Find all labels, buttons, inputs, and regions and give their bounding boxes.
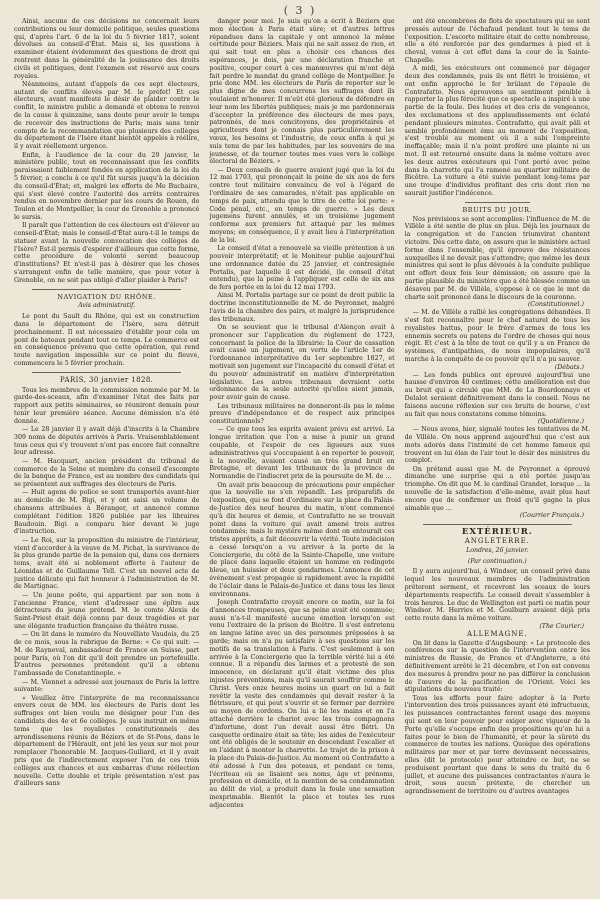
paragraph: — Deux conseils de guerre avaient jugé que la loi du 12 mai 1793, qui prononçait la peine de six ans de fers contre tout militaire convaincu de vol à l'égard de l'ordinaire de ses camarades, n'était pas applicable en temps de paix, attendu que le titre de cette loi porte: « Code pénal, etc., en temps de guerre. » Les deux jugemens furent annulés, et un troisième jugement conforme aux premiers fut attaqué par les mêmes moyens; en conséquence, il y avait lieu à l'interprétation de la loi.: [209, 166, 395, 244]
paragraph: On lit dans la Gazette d'Augsbourg: « Le protocole des conférences sur la question de l'intervention entre les ministres de Russie, de France et d'Angleterre, a été définitivement arrêté le 21 décembre, et l'on est convenu des mesures à prendre pour ne pas différer la conclusion de l'œuvre de la pacification de l'Orient. Voici les stipulations du nouveau traité:: [404, 639, 590, 694]
paragraph: Tous les membres de la commission nommée par M. le garde-des-sceaux, afin d'examiner l'état des faits par rapport aux petits séminaires, se réuniront demain pour tenir leur première séance. Aucune démission n'a été donnée.: [14, 386, 200, 425]
paragraph: — On lit dans le numéro du Nouvelliste Vaudois, du 25 de ce mois, sous la rubrique de Berne: « Ce qui suit: — M. de Rayneval, ambassadeur de France en Suisse, part pour Paris, où l'on dit qu'il doit prendre un portefeuille. D'autres personnes prétendent qu'il a obtenu l'ambassade de Constantinople. »: [14, 631, 200, 678]
source-citation: (Quotidienne.): [537, 418, 584, 426]
section-divider: [423, 524, 572, 525]
paragraph: On prétend aussi que M. de Peyronnet a éprouvé dimanche une surprise qui a été portée jusqu'au triomphe. On dit que M. le cardinal Grandet, lorsque ... la nouvelle de la satisfaction d'elle-même, avait plus haut encore que de confirmer un froid qu'il gagne la plus aimable que ...: [404, 465, 590, 512]
section-divider: [32, 289, 181, 290]
paragraph: — Huit agens de police se sont transportés avant-hier au domicile de M. Bigi, et y ont saisi un volume de chansons attribuées à Béranger, et annoncé comme complétant l'édition 1826 publiée par les libraires Baudouin. Bigi a comparu hier devant le juge d'instruction.: [14, 489, 200, 536]
paragraph: danger pour moi. Je suis qu'on a écrit à Béziers que mon élection à Paris était sûre; et d'autres lettres répandues dans la capitale y ont annoncé la même certitude pour Béziers. Mais qui ne sait assez de rien, et qui sait tout en plus a choisir ces chances des espérances, je dois, par une déclaration franche et positive, couper court à ces manœuvres qui m'ont déjà fait perdre le mandat du grand collège de Montpellier. Je prie donc MM. les électeurs de Paris de reporter sur le plus digne de mes concurrens les suffrages dont ils voulaient m'honorer. Il m'eût été glorieux de défendre en leur nom les libertés publiques; mais je me pardonnerais d'accepter la préférence des électeurs de mes pays, patronnés, de mes concitoyens, des propriétaires et agriculteurs dont je connais plus particulièrement les vœux, les besoins et l'industrie, de ceux enfin à qui je suis tenu de par les habitudes, par les souvenirs de ma jeunesse, et de tourner toutes mes vues vers le collège électoral de Béziers. »: [209, 18, 395, 166]
paragraph: — Le Roi, sur la proposition du ministre de l'intérieur, vient d'accorder à la veuve de M. Pichat, la survivance de la plus grande partie de la pension qui, dans ces derniers tems, avait été si noblement offerte à l'auteur de Léonidas et de Guillaume Tell. C'est un nouvel acte de justice délicate qui fait honneur à l'administration de M. de Martignac.: [14, 536, 200, 591]
paragraph: Nos prévisions se sont accomplies: l'influence de M. de Villèle a été sentie de plus en plus. Déjà les journaux de la congrégation et de l'ancien triumvirat chantent victoire. Dès cette date, on assure que le ministère actuel forme dans l'ensemble, qu'il éprouve des résistances auxquelles il ne devait pas s'attendre; que même les deux ministres qui sont le plus dévoués à la conduite publique ont offert deux fois leur démission; on assure que la partie plausible du ministère que a été blessée comme un désaveu par M. de Villèle, s'oppose à ce que le mot de charte soit prononcé dans le discours de la couronne.: [404, 215, 590, 301]
dateline: PARIS, 30 janvier 1828.: [60, 375, 154, 384]
source-citation: (Constitutionnel.): [527, 301, 584, 309]
column-2: [209, 18, 394, 893]
paragraph: — Ce que tous les esprits avaient prévu est arrivé. La longue irritation que l'on a mise à punir un grand coupable, et l'espoir de ces ligueurs aux vues administratives qui s'occupaient à en reporter le pouvoir, à la nouvelle, avaient causé un très grand bruit en Bretagne, et devant les tribunaux de la province de Normandie de l'indiscret prix de la poursuite de M. de ...: [209, 426, 395, 481]
paragraph: ont été encombrées de flots de spectateurs qui se sont pressés autour de l'échafaud pendant tout le tems de l'exposition. L'escorte militaire était de cette nombreuse, elle a été renforcée par des gendarmes à pied et à cheval, venus à cet effet dans la cour de la Sainte-Chapelle.: [404, 18, 590, 64]
section-heading-exterieur: EXTÉRIEUR.: [461, 527, 533, 538]
continuation-note: (Par continuation.): [467, 557, 527, 565]
dateline: Londres, 26 janvier.: [466, 546, 529, 554]
source-citation: (The Courier.): [539, 622, 584, 630]
paragraph: — Le 28 janvier il y avait déjà d'inscrits à la Chambre 309 noms de députés arrivés à Paris. Vraisemblablement tous ceux qui s'y trouvent n'ont pas encore fait connaître leur adresse.: [14, 426, 200, 457]
source-citation: (Débats.): [554, 363, 584, 371]
article-columns: [14, 18, 590, 893]
section-title: NAVIGATION DU RHÔNE.: [57, 292, 156, 301]
paragraph: On avait pris beaucoup de précautions pour empêcher que la nouvelle ne s'en répandît. Les préparatifs de l'exposition, qui se font d'ordinaire sur la place du Palais-de-Justice dès neuf heures du matin, n'ont commencé qu'à dix heures et demie, et Contrafatto ne se trouvait point dans la voiture qui avait amené trois autres condamnés; mais le mystère même dont on entourait ces tristes apprêts, a fait découvrir la vérité. Toute indécision a cessé lorsqu'on a vu arriver à la porte de la Conciergerie, du côté de la Sainte-Chapelle, une voiture de place dans laquelle étaient un homme en redingote bleue, un huissier et deux gendarmes. L'annonce de cet événement s'est propagée si rapidement avec la rapidité de l'éclair dans le Palais-de-Justice et dans tous les lieux environnans.: [209, 481, 395, 598]
paragraph: Enfin, à l'audience de la cour du 29 janvier, le ministère public, tout en reconnaissant que les conflits paraissaient faiblement fondés en application de la loi du 5 février, a conclu à ce qu'il fût sursis jusqu'à la décision du conseil-d'État; et, malgré les efforts de Me Buchaire, qui s'est élevé contre l'autorité des arrêts contraires rendus en novembre dernier par les cours de Rouen, de Toulon et de Montpellier, la cour de Grenoble a prononcé le sursis.: [14, 151, 200, 221]
section-subtitle: Avis administratif.: [78, 302, 136, 310]
paragraph: — M. Viennet a adressé aux journaux de Paris la lettre suivante:: [14, 678, 200, 694]
paragraph: A midi, les exécuteurs ont commencé par dégager deux des condamnés, puis ils ont flétri le troisième, et ont enfin approché le fer brûlant de l'épaule de Contrafatto. Nous éprouvons un sentiment pénible à rapporter la plus férocité que ce spectacle a inspiré à une partie de la foule. Des huées et des cris de vengeance, des exclamations et des applaudissements ont éclaté pendant plusieurs minutes. Contrafatto, qui avait pâli et semblé profondément ému au moment de l'exposition, s'est troublé au moment où il a subi l'empreinte ineffaçable; mais il n'a point proféré une plainte ni un mot. Il est retourné ensuite dans la même voiture avec les deux autres exécuteurs qui l'ont porté avec peine dans la charrette qui l'a ramené au quartier militaire de Bicêtre. La voiture a été suivie pendant long-tems par une troupe d'individus profitant des cris dont rien ne saurait justifier l'indécence.: [404, 65, 590, 198]
paragraph: Le conseil d'état a renouvelé sa vieille prétention à un pouvoir interprétatif; et le Moniteur publie aujourd'hui une ordonnance datée du 25 janvier, et contresignée Portalis, par laquelle il est décidé, (le conseil d'état entendu), que la peine à l'appliquer est celle de six ans de fers portée en la loi du 12 mai 1793.: [209, 245, 395, 292]
column-3: [405, 18, 590, 893]
paragraph: « Veuillez être l'interprète de ma reconnaissance envers ceux de MM. les électeurs de Paris dont les suffrages ont bien voulu me désigner pour l'un des candidats des 4e et 6e collèges. Je suis instruit en même tems que les royalistes constitutionnels des arrondissemens réunis de Béziers et de St-Pons, dans le département de l'Hérault, ont jeté les yeux sur moi pour remplacer l'honorable M. Jacques-Guiliard, et il y avait pris que de l'indirectement exposer l'un de ces trois collèges aux chances et aux embarras d'une réélection nouvelle. Cette double et triple présentation n'est pas d'ailleurs sans: [14, 694, 200, 788]
page-number: ( 3 ): [283, 4, 317, 17]
paragraph: — M. Hacquart, ancien président du tribunal de commerce de la Seine et membre du conseil d'escompte de la banque de France, est au nombre des candidats qui se présentent aux suffrages des électeurs de Paris.: [14, 457, 200, 489]
section-divider: [465, 202, 530, 203]
paragraph: Joseph Contrafatto croyait encore ce matin, sur la foi d'annonces trompeuses, que sa peine avait été commuée; aussi n'a-t-il manifesté aucune émotion lorsqu'on est venu l'extraire de la prison de Bicêtre. Il s'est entretenu en langue latine avec un des personnes préposées à sa garde; mais on n'a pu satisfaire à ses questions sur les motifs de sa translation à Paris. C'est seulement à son arrivée à la Conciergerie que la terrible vérité lui a été connue. Il a répandu des larmes et a protesté de son innocence, en déclarant qu'il était victime des plus injustes préventions, mais qu'il saurait souffrir comme le Christ. Vers onze heures moins un quart on lui a fait revêtir la veste des condamnés qui devait rester à la flétrissure, et qui peut s'ouvrir et se fermer par derrière au moyen de cordons. On lui a lié les mains et on l'a attaché derrière le chariot avec les trois compagnons d'infortune, dont l'un devait aussi être flétri. Un casquette ordinaire était sa tête; les aides de l'exécuteur ont été obligés de le soutenir en descendant l'escalier et en l'aidant à monter la charrette. Le trajet de la prison à la place du Palais-de-Justice. Au moment où Contrafatto a été adossé à l'un des poteaux, et pendant ce tems, l'écriteau où se lisaient ses noms, âge et prénoms, profession et domicile, et la mention de sa condamnation au délit de viol, a produit dans la foule une sensation inexprimable. Bientôt la place et toutes les rues adjacentes: [209, 598, 395, 809]
paragraph: On se souvient que le tribunal d'Alençon avait à prononcer sur l'application du règlement de 1723, concernant la police de la librairie: la Cour de cassation avait cassé un jugement, en vertu de l'article 1er de l'ordonnance interprétative du 1er septembre 1827, et motivait son jugement sur l'incapacité du conseil d'état et du pouvoir administratif en matière d'interprétation législative. Les autres tribunaux devraient cette ordonnance de la seule autorité qu'elles aient jamais, pour avoir gain de cause.: [209, 324, 395, 402]
section-divider: [32, 372, 181, 373]
paragraph: — Les fonds publics ont éprouvé aujourd'hui une hausse d'environ 40 centimes; cette amélioration est due au bruit qui a circulé que MM. de La Bourdonnaye et Delalot seraient définitivement dans le conseil. Nous ne faisons aucune réflexion sur ces bruits de bourse, c'est au fait que nous constatons comme témoins.: [404, 371, 590, 418]
source-citation: (Courrier Français.): [519, 512, 584, 520]
paragraph: Le pont du Sault du Rhône, qui est en construction dans le département de l'Isère, sera détruit prochainement. Il est nécessaire d'établir pour cela un pont de bateaux pendant tout ce temps. Le commerce est en conséquence prévenu que cette opération, qui rend toute navigation impossible sur ce point du fleuve, commencera le 5 février prochain.: [14, 313, 200, 367]
paragraph: Ainsi M. Portalis partage sur ce point de droit public la doctrine inconstitutionnelle de M. de Peyronnet, malgré l'avis de la chambre des pairs, et malgré la jurisprudence des tribunaux.: [209, 292, 395, 323]
paragraph: — Nous avons, hier, signalé toutes les tentatives de M. de Villèle. On nous apprend aujourd'hui que c'est aux mots adorés dans l'intimité de cet homme fameux qui trouvent en lui élan de l'air tout le désir des ministres du complot.: [404, 426, 590, 465]
paragraph: Il y aura aujourd'hui, à Windsor, un conseil privé dans lequel les nouveaux membres de l'administration prêteront serment, et recevront les sceaux de leurs départements respectifs. Le conseil devait s'assembler à trois heures. Le duc de Wellington est parti ce matin pour Windsor. M. Herries et M. Goulburn avaient déjà pris cette route dans la même voiture.: [404, 568, 590, 623]
paragraph: Tous les efforts pour faire adopter à la Porte l'intervention des trois puissances ayant été infructueux, les puissances contractantes feront usage des moyens qui sont en leur pouvoir pour exiger avec vigueur de la Porte qu'elle s'occupe enfin des propositions qu'on lui a faites pour le bien de l'humanité, et pour la sûreté du commerce de toutes les nations. Quoique des opérations militaires par mer et par terre devinssent nécessaires, elles (dit le protocole) pour atteindre ce but, ne se produisent pourtant que dans le sens du traité du 6 juillet, et aucune des puissances contractantes n'aura le droit, sous aucun prétexte, de chercher un agrandissement de territoire ou d'autres avantages: [404, 694, 590, 796]
section-heading-allemagne: ALLEMAGNE.: [466, 629, 528, 638]
paragraph: Il paraît que l'attention de ces électeurs est d'élever au conseil-d'État; mais le conseil-d'État aura-t-il le temps de statuer avant la nouvelle convocation des collèges de l'Isère? Est-il permis d'espérer d'ailleurs que cette forme, cette procédure de volonté seront beaucoup d'institutions? Et n'est-il pas à désirer que les choses s'arrangent enfin de telle manière, que pour voter à Grenoble, on ne soit pas obligé d'aller plaider à Paris?: [14, 222, 200, 284]
column-1: [14, 18, 199, 893]
paragraph: Néanmoins, autant d'appels de ces sept électeurs, autant de conflits élevés par M. le préfet! Et ces électeurs, avant manifesté le désir de plaider contre le conflit, le ministre public a demandé et obtenu le renvoi de la cause à quinzaine, sans doute pour avoir le temps de recevoir des instructions de Paris; mais sans tenir compte de la recommandation que plusieurs des collèges du département de l'Isère étant bientôt appelés à réélire, il y avait réellement urgence.: [14, 80, 200, 151]
paragraph: Les tribunaux militaires ne donneront-ils pas le même preuve d'indépendance et de respect aux principes constitutionnels?: [209, 402, 395, 426]
section-title: BRUITS DU JOUR.: [462, 205, 533, 214]
section-heading-angleterre: ANGLETERRE.: [464, 537, 530, 545]
paragraph: Ainsi, aucune de ces décisions ne concernait leurs contributions ou leur domicile politique, seules questions qui, d'après l'art. 6 de la loi du 5 février 1817, soient dévolues au conseil-d'État. Mais si, les questions à examiner étaient évidemment des questions de droit qui rentrent dans la généralité de la jouissance des droits civils et politiques, dont l'examen est réservé aux cours royales.: [14, 18, 200, 80]
paragraph: — M. de Villèle a rallié les congrégations débandées. Il s'est fait reconnaître pour le chef naturel de tous les royalistes battus, pour le frère d'armes de tous les ennemis secrets ou patens de l'ordre de choses qui nous régit. Et c'est à la tête de tout ce qu'il y a en France de systèmes, d'antipathies, de nous impopulaires, qu'il marche à la conquête de ce pouvoir qu'il n'a pu sauver.: [404, 309, 590, 363]
paragraph: — Un jeune poëte, qui appartient par son nom à l'ancienne France, vient d'adresser une épître aux détracteurs du jeune prétend. M. le comte Alexis de Saint-Priest était déjà connu par deux tragédies et par une élégante traduction française du théâtre russe.: [14, 591, 200, 630]
